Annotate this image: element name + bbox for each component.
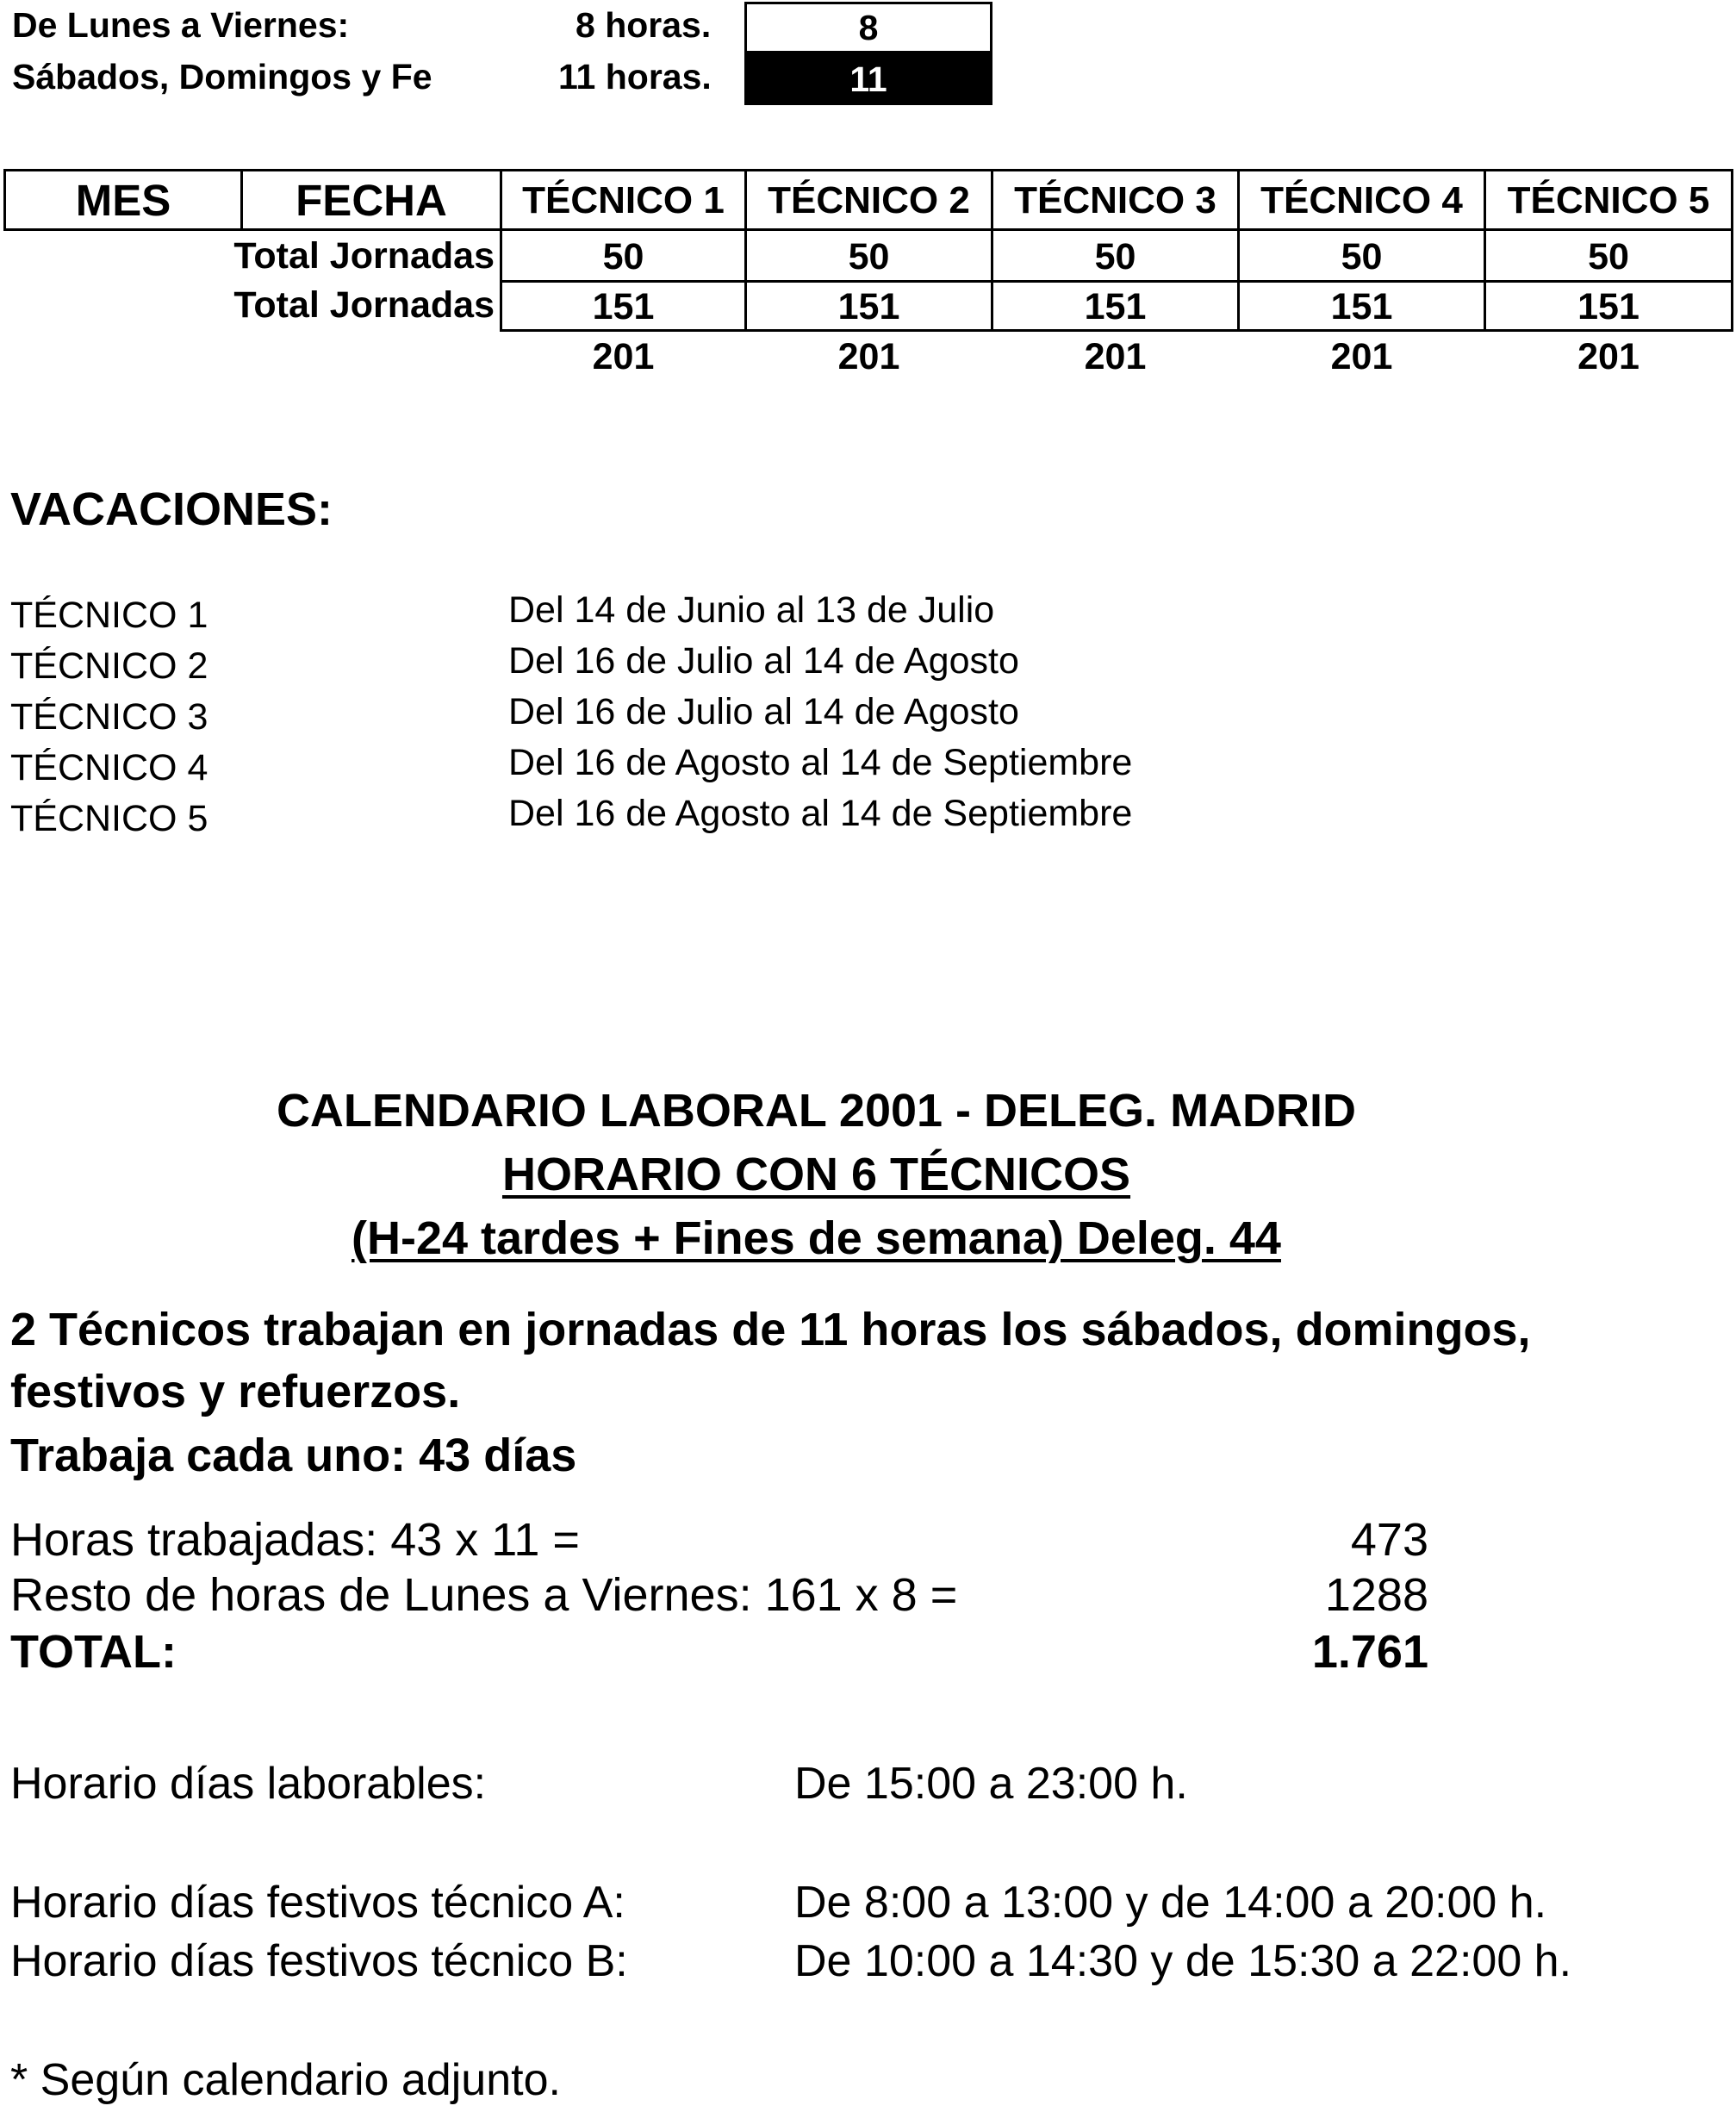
weekday-label: De Lunes a Viernes: (12, 5, 350, 45)
vacaciones-periodo: Del 16 de Agosto al 14 de Septiembre (508, 742, 1133, 783)
calc-value: 1288 (1324, 1569, 1428, 1621)
row-label: Total Jornadas (233, 284, 495, 326)
vacaciones-periodo: Del 16 de Agosto al 14 de Septiembre (508, 793, 1133, 834)
vacaciones-tecnico: TÉCNICO 3 (10, 696, 208, 738)
calc-label: Resto de horas de Lunes a Viernes: 161 x 8 = (10, 1569, 958, 1621)
row-label: Total Jornadas (233, 235, 495, 277)
calendario-subtitle-2: (H-24 tardes + Fines de semana) Deleg. 44 (352, 1212, 1281, 1264)
table-cell: 50 (991, 228, 1240, 283)
weekend-hours: 11 horas. (558, 57, 712, 97)
vacaciones-periodo: Del 16 de Julio al 14 de Agosto (508, 640, 1019, 682)
weekday-hours: 8 horas. (576, 5, 712, 45)
total-cell: 201 (1330, 336, 1393, 377)
horario-label: Horario días laborables: (10, 1759, 487, 1809)
calc-value: 473 (1350, 1514, 1428, 1566)
table-cell: 151 (991, 280, 1240, 332)
vacaciones-tecnico: TÉCNICO 1 (10, 595, 208, 636)
weekday-hours-cell: 8 (744, 2, 992, 53)
paragraph-line: Trabaja cada uno: 43 días (10, 1430, 577, 1481)
total-cell: 201 (1577, 336, 1640, 377)
paragraph-line: festivos y refuerzos. (10, 1366, 461, 1417)
header-tecnico-4: TÉCNICO 4 (1237, 169, 1486, 231)
calc-total-label: TOTAL: (10, 1626, 177, 1678)
table-cell: 50 (1237, 228, 1486, 283)
calendario-subtitle: HORARIO CON 6 TÉCNICOS (501, 1149, 1131, 1200)
header-tecnico-1: TÉCNICO 1 (500, 169, 747, 231)
paragraph-line: 2 Técnicos trabajan en jornadas de 11 horas los sábados, domingos, (10, 1304, 1531, 1355)
vacaciones-periodo: Del 16 de Julio al 14 de Agosto (508, 691, 1019, 732)
table-cell: 50 (1484, 228, 1733, 283)
total-cell: 201 (1084, 336, 1147, 377)
vacaciones-tecnico: TÉCNICO 4 (10, 747, 208, 788)
vacaciones-title: VACACIONES: (10, 483, 333, 535)
footnote: * Según calendario adjunto. (10, 2055, 561, 2105)
vacaciones-tecnico: TÉCNICO 2 (10, 645, 208, 687)
vacaciones-periodo: Del 14 de Junio al 13 de Julio (508, 589, 995, 631)
calc-total-value: 1.761 (1311, 1626, 1428, 1678)
table-cell: 151 (500, 280, 747, 332)
header-tecnico-3: TÉCNICO 3 (991, 169, 1240, 231)
table-cell: 151 (1484, 280, 1733, 332)
horario-label: Horario días festivos técnico A: (10, 1878, 625, 1928)
total-cell: 201 (592, 336, 655, 377)
weekend-hours-cell: 11 (744, 52, 992, 105)
header-fecha: FECHA (240, 169, 502, 231)
table-cell: 50 (744, 228, 993, 283)
horario-value: De 15:00 a 23:00 h. (794, 1759, 1188, 1809)
total-cell: 201 (837, 336, 900, 377)
vacaciones-tecnico: TÉCNICO 5 (10, 798, 208, 839)
header-tecnico-5: TÉCNICO 5 (1484, 169, 1733, 231)
horario-value: De 8:00 a 13:00 y de 14:00 a 20:00 h. (794, 1878, 1547, 1928)
weekend-label: Sábados, Domingos y Fe (12, 57, 432, 97)
horario-value: De 10:00 a 14:30 y de 15:30 a 22:00 h. (794, 1936, 1572, 1986)
calendario-title: CALENDARIO LABORAL 2001 - DELEG. MADRID (276, 1085, 1357, 1137)
header-mes: MES (3, 169, 243, 231)
header-tecnico-2: TÉCNICO 2 (744, 169, 993, 231)
horario-label: Horario días festivos técnico B: (10, 1936, 628, 1986)
table-cell: 50 (500, 228, 747, 283)
calc-label: Horas trabajadas: 43 x 11 = (10, 1514, 580, 1566)
table-cell: 151 (744, 280, 993, 332)
table-cell: 151 (1237, 280, 1486, 332)
